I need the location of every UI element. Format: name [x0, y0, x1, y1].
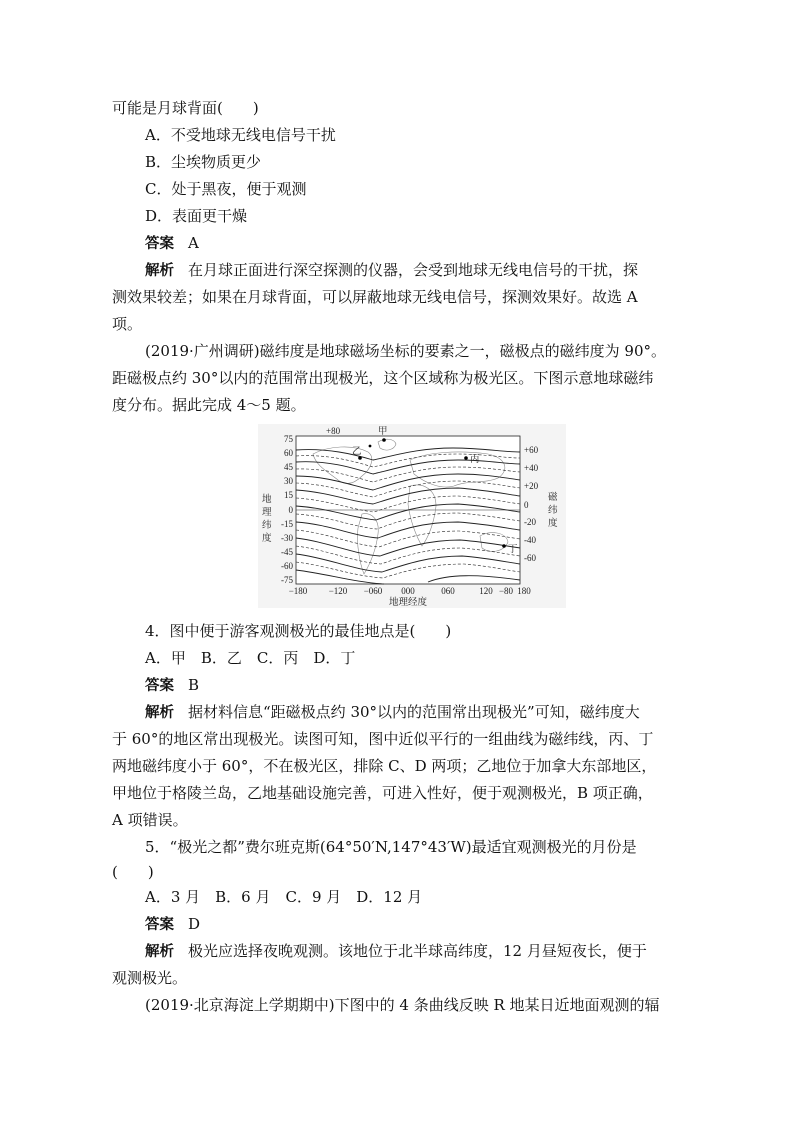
answer-value: D	[188, 915, 201, 933]
left-tick: -75	[281, 575, 293, 585]
bottom-tick: 000	[401, 586, 415, 596]
right-axis-title-2: 纬	[548, 505, 558, 516]
q5-stem-line-2: ( )	[112, 863, 154, 881]
q4-analysis-line-5: A 项错误。	[112, 811, 188, 829]
bottom-tick: 120	[479, 586, 493, 596]
right-axis-title-3: 度	[548, 518, 558, 529]
label-jia: 甲	[378, 426, 388, 437]
q4-answer-line	[145, 675, 199, 696]
left-tick: -15	[281, 519, 293, 529]
q3-analysis-line-1	[145, 260, 638, 281]
analysis-text: 极光应选择夜晚观测。该地位于北半球高纬度，12 月昼短夜长，便于	[188, 942, 647, 960]
q3-option-d: D．表面更干燥	[145, 207, 248, 225]
q4-analysis-line-2: 于 60°的地区常出现极光。读图可知，图中近似平行的一组曲线为磁纬线，丙、丁	[112, 730, 654, 748]
bottom-axis-ticks	[289, 586, 532, 596]
q4-options: A．甲 B．乙 C．丙 D．丁	[145, 649, 356, 667]
answer-value: A	[188, 234, 199, 252]
q3-analysis-line-2: 测效果较差；如果在月球背面，可以屏蔽地球无线电信号，探测效果好。故选 A	[112, 288, 638, 306]
bottom-tick: −80	[498, 586, 514, 596]
right-tick: -20	[524, 517, 536, 527]
material-line-3: 度分布。据此完成 4～5 题。	[112, 396, 306, 414]
right-tick: +20	[524, 481, 539, 491]
q5-stem-line-1: 5．“极光之都”费尔班克斯(64°50′N,147°43′W)最适宜观测极光的月份是	[145, 838, 637, 856]
left-tick: 0	[288, 505, 293, 515]
magnetic-pole-dot	[369, 445, 372, 448]
q5-analysis-line-1	[145, 941, 647, 962]
analysis-label: 解析	[145, 705, 174, 721]
q4-analysis-line-1	[145, 702, 640, 723]
right-axis-title-1: 磁	[548, 492, 558, 503]
left-axis-ticks	[281, 434, 294, 585]
right-tick: -40	[524, 535, 536, 545]
answer-value: B	[188, 676, 200, 694]
material-line-2: 距磁极点约 30°以内的范围常出现极光，这个区域称为极光区。下图示意地球磁纬	[112, 369, 654, 387]
left-tick: 30	[284, 476, 293, 486]
label-ding: 丁	[508, 544, 518, 555]
q3-answer-line	[145, 233, 199, 254]
left-tick: -30	[281, 533, 293, 543]
right-tick: 0	[524, 500, 529, 510]
point-bing	[464, 456, 468, 460]
q4-stem: 4．图中便于游客观测极光的最佳地点是( )	[145, 622, 452, 640]
bottom-tick: 060	[441, 586, 455, 596]
bottom-tick: 180	[517, 586, 531, 596]
answer-label: 答案	[145, 236, 174, 252]
analysis-text: 据材料信息“距磁极点约 30°以内的范围常出现极光”可知，磁纬度大	[188, 703, 640, 721]
left-axis-title-2: 理	[262, 507, 272, 518]
material-line-1: (2019·广州调研)磁纬度是地球磁场坐标的要素之一，磁极点的磁纬度为 90°。	[145, 342, 667, 360]
next-material-line: (2019·北京海淀上学期期中)下图中的 4 条曲线反映 R 地某日近地面观测的辐	[145, 996, 660, 1014]
point-ding	[502, 544, 506, 548]
right-tick: +60	[524, 445, 539, 455]
bottom-axis-title: 地理经度	[388, 597, 428, 608]
left-tick: 45	[284, 462, 293, 472]
left-axis-title-1: 地	[262, 494, 272, 505]
q5-options: A．3 月 B．6 月 C．9 月 D．12 月	[145, 888, 423, 906]
left-axis-title-3: 纬	[262, 520, 272, 531]
point-jia	[382, 438, 386, 442]
q3-option-b: B．尘埃物质更少	[145, 153, 262, 171]
bottom-tick: −120	[328, 586, 348, 596]
label-yi: 乙	[352, 446, 362, 457]
q4-analysis-line-4: 甲地位于格陵兰岛，乙地基础设施完善，可进入性好，便于观测极光，B 项正确，	[112, 784, 653, 802]
q5-analysis-line-2: 观测极光。	[112, 969, 188, 987]
q3-stem-tail: 可能是月球背面( )	[112, 99, 259, 117]
left-tick: 15	[284, 490, 293, 500]
bottom-tick: −180	[288, 586, 308, 596]
right-tick: -60	[524, 553, 536, 563]
q3-option-a: A．不受地球无线电信号干扰	[145, 126, 336, 144]
left-tick: -45	[281, 547, 293, 557]
q3-option-c: C．处于黑夜，便于观测	[145, 180, 307, 198]
left-tick: 60	[284, 448, 293, 458]
analysis-label: 解析	[145, 263, 174, 279]
q3-analysis-line-3: 项。	[112, 315, 143, 333]
q5-answer-line	[145, 914, 200, 935]
right-tick: +40	[524, 463, 539, 473]
magnetic-latitude-map	[258, 424, 566, 608]
q4-analysis-line-3: 两地磁纬度小于 60°，不在极光区，排除 C、D 两项；乙地位于加拿大东部地区，	[112, 757, 657, 775]
left-axis-title-4: 度	[262, 533, 272, 544]
analysis-text: 在月球正面进行深空探测的仪器，会受到地球无线电信号的干扰，探	[188, 261, 639, 279]
map-svg	[258, 424, 566, 608]
right-axis-ticks	[524, 445, 539, 563]
left-tick: 75	[284, 434, 293, 444]
analysis-label: 解析	[145, 944, 174, 960]
top-label-plus80: +80	[326, 426, 341, 436]
label-bing: 丙	[470, 454, 480, 465]
left-tick: -60	[281, 561, 293, 571]
answer-label: 答案	[145, 917, 174, 933]
answer-label: 答案	[145, 678, 174, 694]
bottom-tick: −060	[363, 586, 383, 596]
